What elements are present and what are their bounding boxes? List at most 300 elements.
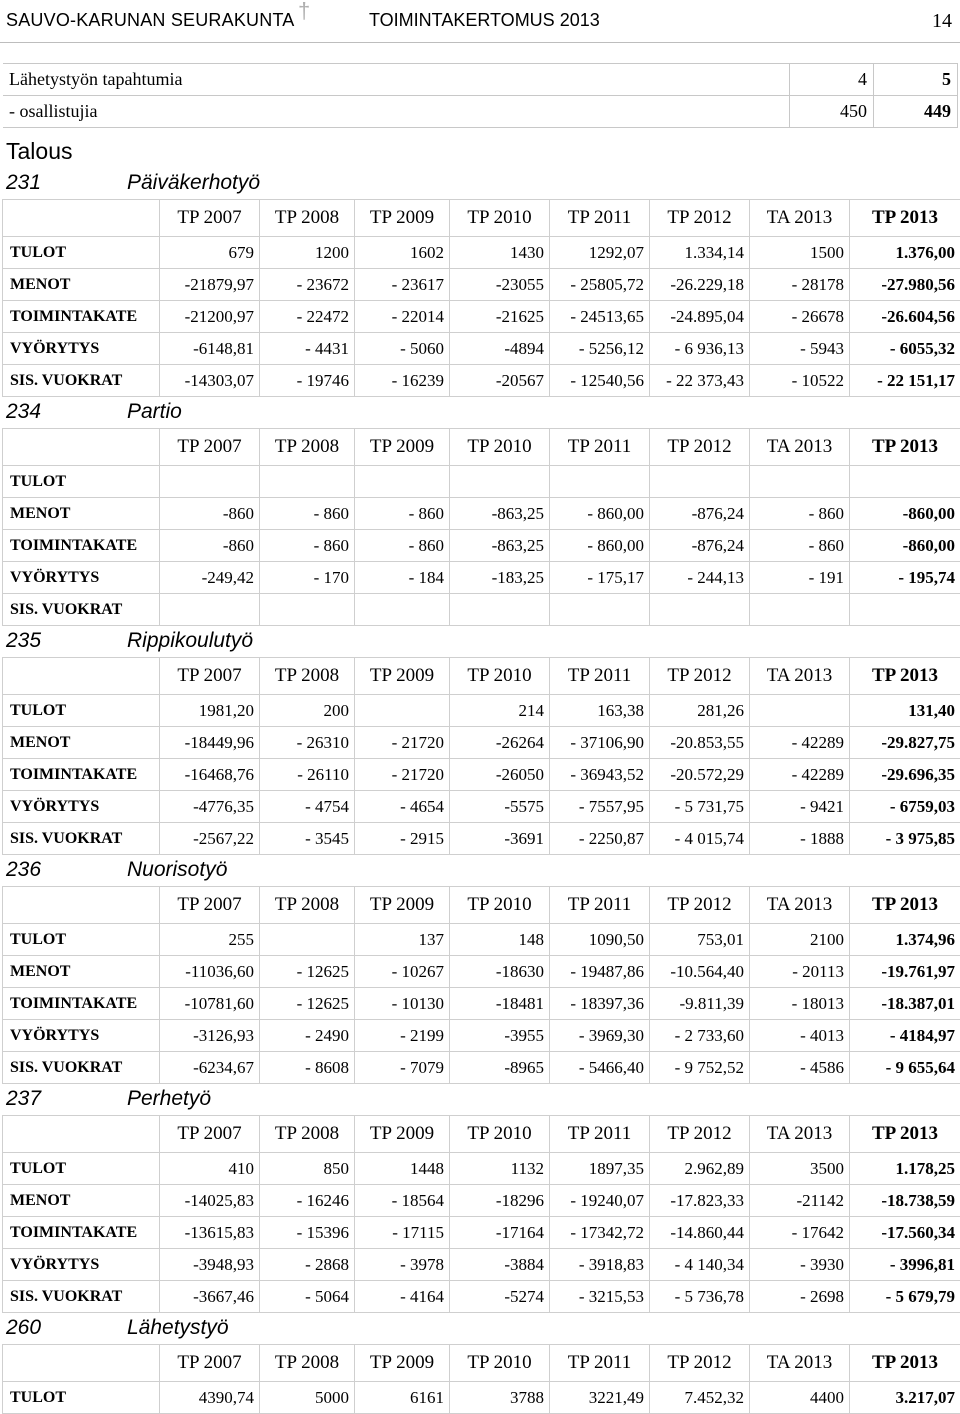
table-cell: - 4 015,74 [650,823,750,855]
row-label: TOIMINTAKATE [3,530,160,562]
table-cell: -20.853,55 [650,727,750,759]
table-cell: 679 [160,237,260,269]
blank-cell [3,200,160,237]
table-row [3,498,960,530]
table-cell: -18481 [450,988,550,1020]
document-title: TOIMINTAKERTOMUS 2013 [369,10,600,31]
stats-value: 449 [874,96,958,128]
row-label: MENOT [3,1185,160,1217]
table-cell: -11036,60 [160,956,260,988]
section-table [2,657,960,855]
table-cell: - 17342,72 [550,1217,650,1249]
table-cell: - 5064 [260,1281,355,1313]
table-cell: - 25805,72 [550,269,650,301]
column-header: TP 2010 [450,1116,550,1153]
table-cell: 753,01 [650,924,750,956]
table-cell: - 4586 [750,1052,850,1084]
column-header: TP 2008 [260,887,355,924]
table-cell: -13615,83 [160,1217,260,1249]
column-header: TP 2013 [850,887,960,924]
table-cell: 1448 [355,1153,450,1185]
column-header: TP 2011 [550,887,650,924]
table-cell: - 23617 [355,269,450,301]
row-label: SIS. VUOKRAT [3,594,160,626]
table-cell: -26.229,18 [650,269,750,301]
table-cell: - 2868 [260,1249,355,1281]
column-header: TP 2010 [450,200,550,237]
row-label: TULOT [3,237,160,269]
stats-row [3,64,958,96]
table-cell: - 860 [260,530,355,562]
table-cell: - 4754 [260,791,355,823]
table-cell: -21142 [750,1185,850,1217]
column-header: TP 2012 [650,429,750,466]
table-row [3,562,960,594]
table-cell: - 860 [355,530,450,562]
table-row [3,695,960,727]
column-header: TP 2009 [355,1345,450,1382]
table-cell: - 5943 [750,333,850,365]
table-cell: - 22472 [260,301,355,333]
table-cell: -183,25 [450,562,550,594]
table-cell: - 12540,56 [550,365,650,397]
table-cell: - 19487,86 [550,956,650,988]
table-cell [450,594,550,626]
table-cell: -21879,97 [160,269,260,301]
column-header: TP 2009 [355,887,450,924]
row-label: SIS. VUOKRAT [3,823,160,855]
row-label: MENOT [3,727,160,759]
section-code: 234 [6,400,41,424]
table-cell: - 2199 [355,1020,450,1052]
table-cell: - 6 936,13 [650,333,750,365]
table-cell: -860 [160,498,260,530]
table-cell: -17.823,33 [650,1185,750,1217]
table-cell: 1292,07 [550,237,650,269]
table-cell: - 22 151,17 [850,365,960,397]
table-cell: 7.452,32 [650,1382,750,1414]
table-cell: 1500 [750,237,850,269]
row-label: MENOT [3,956,160,988]
table-cell: 3221,49 [550,1382,650,1414]
table-cell [355,695,450,727]
table-cell: 1132 [450,1153,550,1185]
table-cell: -6148,81 [160,333,260,365]
table-cell: -3884 [450,1249,550,1281]
table-cell: - 3918,83 [550,1249,650,1281]
table-cell [260,594,355,626]
table-cell: - 17115 [355,1217,450,1249]
table-cell: -10781,60 [160,988,260,1020]
column-header: TP 2011 [550,200,650,237]
table-cell: 137 [355,924,450,956]
column-header-row [3,1116,960,1153]
section-name: Nuorisotyö [127,858,227,882]
table-cell: - 3215,53 [550,1281,650,1313]
column-header: TP 2013 [850,1116,960,1153]
table-cell: -14.860,44 [650,1217,750,1249]
table-cell: - 19240,07 [550,1185,650,1217]
column-header: TP 2008 [260,429,355,466]
table-cell: -26050 [450,759,550,791]
column-header-row [3,200,960,237]
table-cell: -17.560,34 [850,1217,960,1249]
stats-value: 5 [874,64,958,96]
column-header: TP 2010 [450,429,550,466]
table-cell: 281,26 [650,695,750,727]
stats-row [3,96,958,128]
column-header: TP 2013 [850,1345,960,1382]
table-cell: 6161 [355,1382,450,1414]
column-header: TP 2013 [850,429,960,466]
column-header: TP 2009 [355,429,450,466]
column-header: TP 2013 [850,200,960,237]
table-cell: - 191 [750,562,850,594]
table-cell: -27.980,56 [850,269,960,301]
table-cell: 410 [160,1153,260,1185]
table-cell: 1602 [355,237,450,269]
row-label: SIS. VUOKRAT [3,1052,160,1084]
organization-name: SAUVO-KARUNAN SEURAKUNTA [6,10,295,31]
column-header: TP 2008 [260,658,355,695]
table-cell: -3691 [450,823,550,855]
table-cell: 131,40 [850,695,960,727]
table-cell: -9.811,39 [650,988,750,1020]
section-heading [0,397,960,428]
table-cell: -20.572,29 [650,759,750,791]
table-cell: - 16246 [260,1185,355,1217]
row-label: TULOT [3,466,160,498]
table-cell: - 10267 [355,956,450,988]
table-cell [160,594,260,626]
column-header: TP 2012 [650,1345,750,1382]
table-cell: - 10130 [355,988,450,1020]
column-header: TA 2013 [750,1345,850,1382]
column-header: TP 2012 [650,658,750,695]
table-cell: 2.962,89 [650,1153,750,1185]
row-label: TOIMINTAKATE [3,759,160,791]
table-cell: -6234,67 [160,1052,260,1084]
table-cell: 163,38 [550,695,650,727]
table-cell: 3788 [450,1382,550,1414]
column-header: TP 2007 [160,200,260,237]
table-cell: 3.217,07 [850,1382,960,1414]
row-label: TOIMINTAKATE [3,1217,160,1249]
table-row [3,924,960,956]
table-cell: 2100 [750,924,850,956]
column-header: TA 2013 [750,1116,850,1153]
table-cell [650,594,750,626]
table-cell: -18449,96 [160,727,260,759]
column-header: TP 2008 [260,200,355,237]
table-cell: - 170 [260,562,355,594]
row-label: MENOT [3,498,160,530]
table-cell: - 3978 [355,1249,450,1281]
blank-cell [3,887,160,924]
table-cell: - 3930 [750,1249,850,1281]
table-cell: -19.761,97 [850,956,960,988]
table-row [3,988,960,1020]
table-cell: - 6055,32 [850,333,960,365]
table-cell: - 15396 [260,1217,355,1249]
table-cell [750,594,850,626]
table-cell: 148 [450,924,550,956]
table-cell: - 5 731,75 [650,791,750,823]
table-cell: - 36943,52 [550,759,650,791]
stats-value: 450 [790,96,874,128]
column-header-row [3,429,960,466]
table-cell [550,594,650,626]
table-cell: - 26110 [260,759,355,791]
column-header: TA 2013 [750,887,850,924]
table-cell: 1897,35 [550,1153,650,1185]
row-label: TOIMINTAKATE [3,301,160,333]
table-cell [355,594,450,626]
table-cell [260,924,355,956]
table-cell: -14303,07 [160,365,260,397]
table-cell: - 23672 [260,269,355,301]
table-cell: - 860,00 [550,530,650,562]
table-cell: - 2915 [355,823,450,855]
section-table [2,886,960,1084]
table-cell: - 6759,03 [850,791,960,823]
table-cell [450,466,550,498]
column-header: TP 2013 [850,658,960,695]
table-cell: - 860 [355,498,450,530]
table-cell: - 42289 [750,759,850,791]
table-cell: - 860,00 [550,498,650,530]
column-header: TP 2011 [550,429,650,466]
table-row [3,1185,960,1217]
table-cell [650,466,750,498]
table-row [3,1052,960,1084]
table-cell: -5575 [450,791,550,823]
table-row [3,759,960,791]
column-header: TP 2012 [650,1116,750,1153]
table-cell: - 4184,97 [850,1020,960,1052]
table-cell: 3500 [750,1153,850,1185]
section-code: 235 [6,629,41,653]
finance-sections [0,168,960,1414]
table-cell: 1200 [260,237,355,269]
table-cell: - 2250,87 [550,823,650,855]
section-table [2,1115,960,1313]
column-header: TP 2009 [355,1116,450,1153]
table-cell: - 19746 [260,365,355,397]
table-cell: -14025,83 [160,1185,260,1217]
table-cell: -18296 [450,1185,550,1217]
row-label: SIS. VUOKRAT [3,1281,160,1313]
table-cell: -3126,93 [160,1020,260,1052]
row-label: TULOT [3,924,160,956]
table-cell: - 18013 [750,988,850,1020]
table-cell: - 860 [750,498,850,530]
table-cell: -2567,22 [160,823,260,855]
table-cell: - 5060 [355,333,450,365]
table-row [3,1153,960,1185]
table-cell: - 21720 [355,759,450,791]
table-row [3,1382,960,1414]
table-cell [850,466,960,498]
table-cell: - 5466,40 [550,1052,650,1084]
table-cell: 1.178,25 [850,1153,960,1185]
table-cell: -23055 [450,269,550,301]
row-label: VYÖRYTYS [3,333,160,365]
section-code: 237 [6,1087,41,1111]
table-cell: - 12625 [260,956,355,988]
stats-label: - osallistujia [3,96,790,128]
table-cell: -29.696,35 [850,759,960,791]
column-header: TP 2011 [550,1116,650,1153]
row-label: VYÖRYTYS [3,1020,160,1052]
table-cell: - 7079 [355,1052,450,1084]
table-cell [750,695,850,727]
table-cell: - 175,17 [550,562,650,594]
table-cell: -876,24 [650,530,750,562]
column-header: TP 2008 [260,1345,355,1382]
table-cell [355,466,450,498]
table-cell: -249,42 [160,562,260,594]
column-header-row [3,1345,960,1382]
table-cell: -5274 [450,1281,550,1313]
table-cell [260,466,355,498]
table-row [3,365,960,397]
table-cell: - 3545 [260,823,355,855]
column-header: TP 2007 [160,887,260,924]
table-cell: -24.895,04 [650,301,750,333]
row-label: TULOT [3,695,160,727]
table-cell: - 20113 [750,956,850,988]
table-cell: -17164 [450,1217,550,1249]
table-cell: - 2698 [750,1281,850,1313]
row-label: TOIMINTAKATE [3,988,160,1020]
column-header: TP 2009 [355,200,450,237]
section-heading [0,1084,960,1115]
table-cell [550,466,650,498]
table-cell: - 9 752,52 [650,1052,750,1084]
table-row [3,1281,960,1313]
table-row [3,956,960,988]
page-header [0,0,960,43]
table-cell: - 184 [355,562,450,594]
row-label: SIS. VUOKRAT [3,365,160,397]
section-code: 231 [6,171,41,195]
table-row [3,1249,960,1281]
column-header: TP 2010 [450,1345,550,1382]
table-row [3,791,960,823]
table-cell: - 10522 [750,365,850,397]
table-cell: - 21720 [355,727,450,759]
column-header: TP 2010 [450,658,550,695]
table-cell: - 9 655,64 [850,1052,960,1084]
section-table [2,1344,960,1414]
table-cell: - 2490 [260,1020,355,1052]
table-cell: - 8608 [260,1052,355,1084]
table-cell: -863,25 [450,498,550,530]
table-cell: - 195,74 [850,562,960,594]
cross-icon: † [298,0,310,24]
table-cell: -18.738,59 [850,1185,960,1217]
column-header: TA 2013 [750,200,850,237]
table-cell: 850 [260,1153,355,1185]
section-table [2,428,960,626]
table-cell: - 22 373,43 [650,365,750,397]
table-cell: - 4 140,34 [650,1249,750,1281]
table-row [3,269,960,301]
table-cell: -26.604,56 [850,301,960,333]
table-cell: -16468,76 [160,759,260,791]
table-cell: - 4431 [260,333,355,365]
table-row [3,823,960,855]
section-table [2,199,960,397]
table-cell [750,466,850,498]
table-cell: - 37106,90 [550,727,650,759]
table-cell: - 4013 [750,1020,850,1052]
table-cell: -4894 [450,333,550,365]
table-cell: - 18397,36 [550,988,650,1020]
table-cell: - 42289 [750,727,850,759]
table-row [3,333,960,365]
table-cell: -21200,97 [160,301,260,333]
table-cell: - 22014 [355,301,450,333]
column-header: TP 2009 [355,658,450,695]
mission-stats-table [3,63,958,128]
table-cell: 1.374,96 [850,924,960,956]
table-cell: 4400 [750,1382,850,1414]
section-name: Partio [127,400,182,424]
section-name: Päiväkerhotyö [127,171,260,195]
column-header-row [3,887,960,924]
table-cell: -863,25 [450,530,550,562]
table-row [3,1020,960,1052]
table-cell: - 5 736,78 [650,1281,750,1313]
section-heading [0,168,960,199]
column-header: TA 2013 [750,658,850,695]
table-cell: -3667,46 [160,1281,260,1313]
column-header: TP 2011 [550,1345,650,1382]
table-cell: -18630 [450,956,550,988]
column-header: TP 2012 [650,887,750,924]
blank-cell [3,658,160,695]
table-row [3,530,960,562]
column-header: TA 2013 [750,429,850,466]
column-header-row [3,658,960,695]
table-cell: 1981,20 [160,695,260,727]
table-cell: 1.334,14 [650,237,750,269]
table-cell: - 3 975,85 [850,823,960,855]
table-cell: - 26678 [750,301,850,333]
column-header: TP 2007 [160,1345,260,1382]
table-cell: -4776,35 [160,791,260,823]
table-cell: -860,00 [850,498,960,530]
table-cell: -10.564,40 [650,956,750,988]
table-cell: - 4164 [355,1281,450,1313]
table-cell: -860,00 [850,530,960,562]
table-cell: - 9421 [750,791,850,823]
row-label: VYÖRYTYS [3,562,160,594]
table-cell: - 244,13 [650,562,750,594]
table-cell: - 1888 [750,823,850,855]
table-cell: - 16239 [355,365,450,397]
table-cell: 200 [260,695,355,727]
table-cell: - 17642 [750,1217,850,1249]
row-label: TULOT [3,1153,160,1185]
table-cell [160,466,260,498]
row-label: VYÖRYTYS [3,791,160,823]
page-number: 14 [932,10,952,33]
stats-label: Lähetystyön tapahtumia [3,64,790,96]
table-cell: 5000 [260,1382,355,1414]
